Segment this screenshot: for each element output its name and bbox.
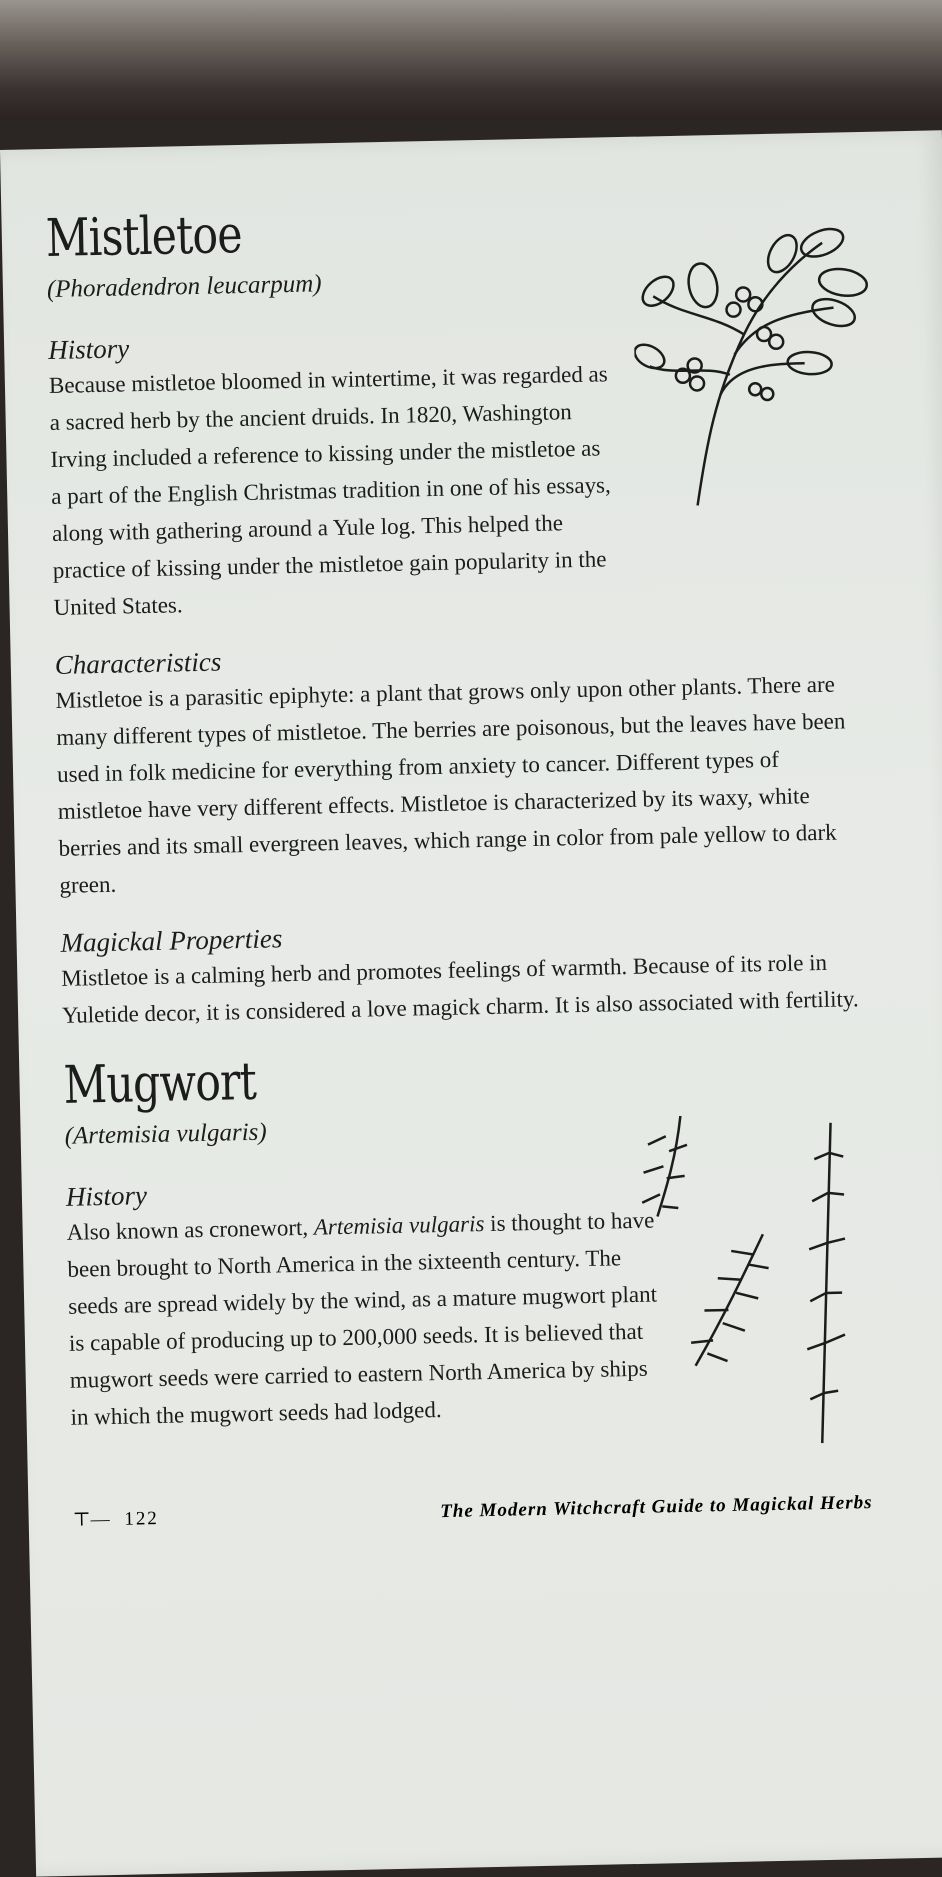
mistletoe-magickal-text: Mistletoe is a calming herb and promotes feelings of warmth. Because of its role in Yuletide decor, it is considered a love magick charm. It is also associated with fertility.	[61, 949, 859, 1028]
mistletoe-history-text: Because mistletoe bloomed in wintertime, it was regarded as a sacred herb by the ancient druids. In 1820, Washington Irving included a reference to kissing under the mistletoe as a part of the English Christmas tradition in one of his essays, along with gathering around a Yule log. This helped the practice of kissing under the mistletoe gain popularity in the United States.	[48, 361, 612, 620]
mugwort-latin-name: (Artemisia vulgaris)	[64, 1118, 267, 1150]
mugwort-illustration	[620, 1112, 877, 1457]
mugwort-history-text-italic: Artemisia vulgaris	[313, 1211, 485, 1240]
arrow-ornament-icon: ⊤—	[72, 1509, 110, 1531]
page-number: 122	[124, 1507, 160, 1530]
mistletoe-illustration	[632, 212, 878, 517]
page-footer	[72, 1492, 872, 1532]
book-page	[0, 130, 942, 1876]
mugwort-history-text	[66, 1201, 661, 1435]
mistletoe-latin-name: (Phoradendron leucarpum)	[46, 270, 322, 304]
mistletoe-characteristics-text: Mistletoe is a parasitic epiphyte: a plant that grows only upon other plants. There are many different types of mistletoe. The berries are poisonous, but the leaves have been used in folk medicine for everything from anxiety to cancer. Different types of mistletoe have very different effects. Mistletoe is characterized by its waxy, white berries and its small evergreen leaves, which range in color from pale yellow to dark green.	[55, 671, 846, 898]
mistletoe-magickal-heading: Magickal Properties	[60, 923, 283, 958]
mistletoe-characteristics-heading: Characteristics	[54, 646, 222, 680]
running-book-title: The Modern Witchcraft Guide to Magickal Herbs	[439, 1492, 873, 1523]
mugwort-history-text-pre: Also known as cronewort,	[66, 1214, 315, 1245]
mugwort-title: Mugwort	[62, 1051, 257, 1116]
mugwort-history-heading: History	[65, 1180, 148, 1212]
mistletoe-title: Mistletoe	[45, 204, 243, 270]
mistletoe-history-heading: History	[47, 333, 130, 366]
mugwort-history-text-post: is thought to have been brought to North America in the sixteenth century. The seeds are spread widely by the wind, as a mature mugwort plant is capable of producing up to 200,000 seeds. It is believed that mugwort seeds were carried to eastern North America by ships in which the mugwort seeds had lodged.	[67, 1207, 658, 1430]
fabric-backdrop	[0, 0, 942, 120]
